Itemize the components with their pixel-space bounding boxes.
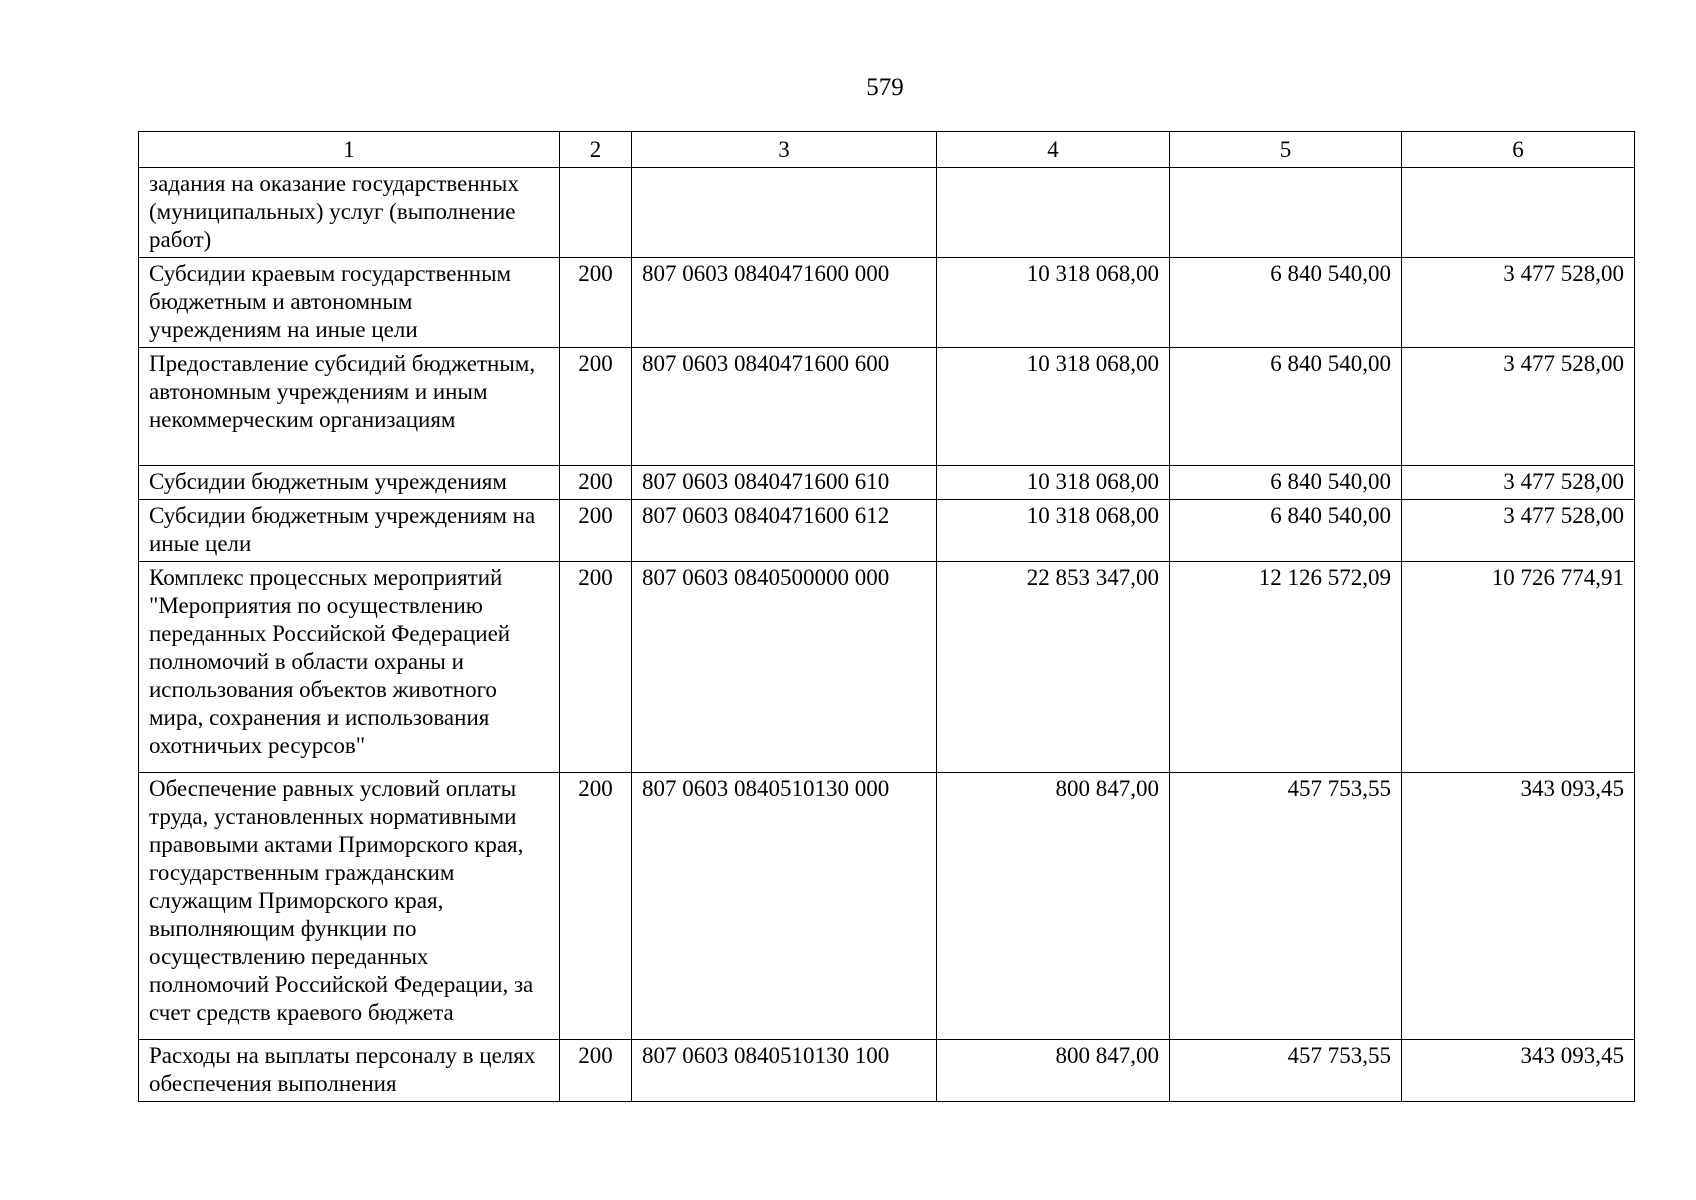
column-header: 5 <box>1170 132 1402 168</box>
row-col5-cell <box>1170 168 1402 258</box>
row-name-cell: Обеспечение равных условий оплаты труда, установленных нормативными правовыми актами Приморского края, государственным гражданским служащим Приморского края, выполняющим функции по осуществлению переданных полномочий Российской Федерации, за счет средств краевого бюджета <box>139 773 560 1040</box>
row-code-cell: 807 0603 0840471600 612 <box>632 500 937 562</box>
row-col4-cell: 22 853 347,00 <box>937 562 1170 773</box>
row-grbs-cell <box>560 168 632 258</box>
row-code-cell: 807 0603 0840471600 610 <box>632 466 937 500</box>
row-name-cell: Комплекс процессных мероприятий "Мероприятия по осуществлению переданных Российской Федерацией полномочий в области охраны и использования объектов животного мира, сохранения и использования охотничьих ресурсов" <box>139 562 560 773</box>
row-col4-cell <box>937 168 1170 258</box>
table-row <box>139 500 1635 562</box>
row-col6-cell <box>1402 168 1635 258</box>
table-row <box>139 1040 1635 1102</box>
row-code-cell <box>632 168 937 258</box>
row-col6-cell: 3 477 528,00 <box>1402 258 1635 348</box>
row-code-cell: 807 0603 0840471600 600 <box>632 348 937 466</box>
page-number: 579 <box>866 74 904 101</box>
column-header: 4 <box>937 132 1170 168</box>
row-code-cell: 807 0603 0840500000 000 <box>632 562 937 773</box>
row-col4-cell: 10 318 068,00 <box>937 348 1170 466</box>
row-grbs-cell: 200 <box>560 773 632 1040</box>
row-col6-cell: 3 477 528,00 <box>1402 500 1635 562</box>
row-code-cell: 807 0603 0840510130 100 <box>632 1040 937 1102</box>
row-grbs-cell: 200 <box>560 1040 632 1102</box>
row-name-cell: Субсидии бюджетным учреждениям на иные цели <box>139 500 560 562</box>
row-col5-cell: 6 840 540,00 <box>1170 500 1402 562</box>
table-row <box>139 773 1635 1040</box>
row-col4-cell: 10 318 068,00 <box>937 500 1170 562</box>
row-grbs-cell: 200 <box>560 348 632 466</box>
row-col4-cell: 800 847,00 <box>937 773 1170 1040</box>
row-grbs-cell: 200 <box>560 562 632 773</box>
row-grbs-cell: 200 <box>560 500 632 562</box>
column-header: 6 <box>1402 132 1635 168</box>
row-col4-cell: 10 318 068,00 <box>937 466 1170 500</box>
row-col5-cell: 6 840 540,00 <box>1170 348 1402 466</box>
table-row <box>139 562 1635 773</box>
column-header: 1 <box>139 132 560 168</box>
row-col5-cell: 12 126 572,09 <box>1170 562 1402 773</box>
row-col6-cell: 3 477 528,00 <box>1402 348 1635 466</box>
row-col6-cell: 343 093,45 <box>1402 773 1635 1040</box>
row-name-cell: Расходы на выплаты персоналу в целях обеспечения выполнения <box>139 1040 560 1102</box>
row-col6-cell: 3 477 528,00 <box>1402 466 1635 500</box>
row-col5-cell: 6 840 540,00 <box>1170 466 1402 500</box>
row-code-cell: 807 0603 0840471600 000 <box>632 258 937 348</box>
row-col4-cell: 800 847,00 <box>937 1040 1170 1102</box>
row-col5-cell: 6 840 540,00 <box>1170 258 1402 348</box>
budget-table <box>138 131 1635 1102</box>
row-name-cell: Субсидии краевым государственным бюджетным и автономным учреждениям на иные цели <box>139 258 560 348</box>
row-name-cell: Субсидии бюджетным учреждениям <box>139 466 560 500</box>
table-row <box>139 466 1635 500</box>
row-col6-cell: 10 726 774,91 <box>1402 562 1635 773</box>
row-grbs-cell: 200 <box>560 258 632 348</box>
row-col6-cell: 343 093,45 <box>1402 1040 1635 1102</box>
row-col5-cell: 457 753,55 <box>1170 1040 1402 1102</box>
row-name-cell: задания на оказание государственных (муниципальных) услуг (выполнение работ) <box>139 168 560 258</box>
table-row <box>139 168 1635 258</box>
table-row <box>139 348 1635 466</box>
row-col5-cell: 457 753,55 <box>1170 773 1402 1040</box>
table-row <box>139 258 1635 348</box>
row-code-cell: 807 0603 0840510130 000 <box>632 773 937 1040</box>
column-header: 3 <box>632 132 937 168</box>
table-header-row <box>139 132 1635 168</box>
column-header: 2 <box>560 132 632 168</box>
row-name-cell: Предоставление субсидий бюджетным, автономным учреждениям и иным некоммерческим организациям <box>139 348 560 466</box>
row-col4-cell: 10 318 068,00 <box>937 258 1170 348</box>
row-grbs-cell: 200 <box>560 466 632 500</box>
